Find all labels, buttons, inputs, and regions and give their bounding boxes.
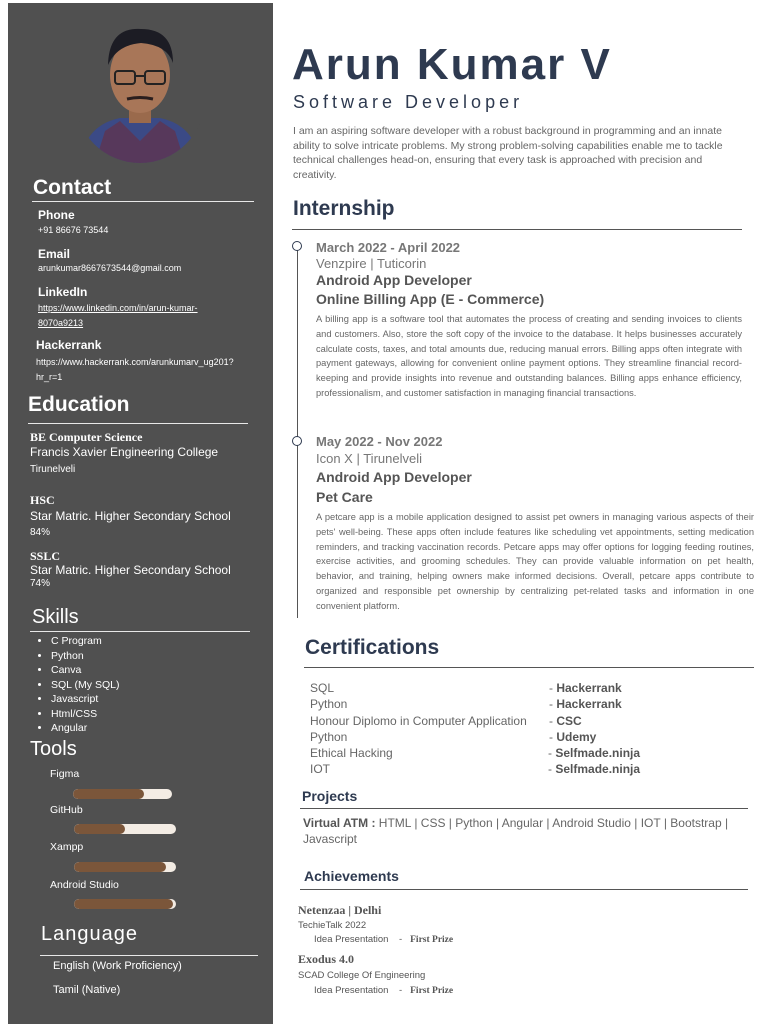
projects-divider — [300, 808, 748, 809]
list-item: • C Program — [51, 634, 119, 649]
tool-bar-figma — [73, 789, 172, 799]
tool-bar-fill — [73, 789, 144, 799]
cert-source-2: - Hackerrank — [549, 697, 622, 711]
edu-degree-2: HSC — [30, 493, 55, 507]
achievement-sub-1: TechieTalk 2022 — [298, 920, 367, 931]
achievements-title: Achievements — [304, 868, 399, 884]
edu-degree-3: SSLC — [30, 549, 61, 563]
projects-title: Projects — [302, 788, 358, 804]
contact-divider — [32, 201, 254, 202]
project-stack: HTML | CSS | Python | Angular | Android Studio | IOT | Bootstrap | Javascript — [303, 816, 729, 846]
edu-school-1: Francis Xavier Engineering College — [30, 445, 219, 459]
skills-list — [31, 634, 119, 736]
tool-bar-xampp — [74, 862, 176, 872]
tool-bar-android-studio — [74, 899, 176, 909]
summary-text: I am an aspiring software developer with a robust background in programming and an innate ability to solve intricate problems. My strong problem-solving capabilities enable me to tackle technical challenges head-on, ensuring that every task is approached with precision and creativity. — [293, 125, 723, 181]
achievement-title-2: Exodus 4.0 — [298, 952, 355, 966]
job-title: Software Developer — [293, 92, 524, 112]
tool-name-xampp: Xampp — [50, 841, 84, 853]
edu-school-3: Star Matric. Higher Secondary School — [30, 563, 231, 577]
job-role-1: Android App Developer — [316, 272, 472, 288]
phone-label: Phone — [38, 208, 75, 222]
timeline-dot — [292, 241, 302, 251]
edu-school-2: Star Matric. Higher Secondary School — [30, 509, 231, 523]
list-item: • Javascript — [51, 692, 119, 707]
job-role-2: Android App Developer — [316, 469, 472, 485]
edu-sub-1: Tirunelveli — [30, 464, 76, 475]
cert-name-2: Python — [310, 697, 348, 711]
cert-name-3: Honour Diplomo in Computer Application — [310, 714, 527, 728]
job-date-2: May 2022 - Nov 2022 — [316, 434, 443, 449]
list-item: • Canva — [51, 663, 119, 678]
internship-title: Internship — [293, 197, 395, 220]
list-item: • Angular — [51, 721, 119, 736]
edu-sub-3: 74% — [30, 578, 51, 589]
achievement-line-1: Idea Presentation - First Prize — [314, 934, 454, 945]
certifications-divider — [304, 667, 754, 668]
language-divider — [40, 955, 258, 956]
job-project-1: Online Billing App (E - Commerce) — [316, 291, 545, 307]
tool-name-figma: Figma — [50, 768, 80, 780]
timeline-line — [297, 246, 298, 618]
cert-name-1: SQL — [310, 681, 335, 695]
certifications-title: Certifications — [305, 636, 440, 659]
skills-title: Skills — [32, 606, 79, 628]
page-title: Arun Kumar V — [292, 40, 612, 89]
project-name: Virtual ATM : — [303, 816, 376, 830]
cert-source-4: - Udemy — [549, 730, 597, 744]
skills-divider — [30, 631, 250, 632]
tool-bar-fill — [74, 824, 125, 834]
linkedin-link[interactable] — [38, 301, 198, 331]
hackerrank-link-line2[interactable]: hr_r=1 — [36, 372, 63, 382]
language-english: English (Work Proficiency) — [53, 960, 182, 972]
email-value[interactable]: arunkumar8667673544@gmail.com — [38, 263, 182, 273]
cert-source-5: - Selfmade.ninja — [548, 746, 641, 760]
tool-name-android-studio: Android Studio — [50, 879, 119, 891]
tools-title: Tools — [30, 738, 77, 760]
achievements-divider — [300, 889, 748, 890]
phone-value: +91 86676 73544 — [38, 225, 109, 235]
job-project-2: Pet Care — [316, 489, 373, 505]
linkedin-link-line1[interactable]: https://www.linkedin.com/in/arun-kumar- — [38, 303, 198, 313]
language-tamil: Tamil (Native) — [53, 984, 121, 996]
achievement-sub-2: SCAD College Of Engineering — [298, 970, 426, 981]
education-title: Education — [28, 393, 130, 416]
tool-bar-fill — [74, 862, 166, 872]
cert-source-1: - Hackerrank — [549, 681, 622, 695]
project-virtual-atm — [303, 815, 743, 847]
job-desc-1: A billing app is a software tool that automates the process of creating and sending invoices to clients and customers. Also, store the soft copy of the invoice to the database. It helps businesses accurately calculate costs, taxes, and total amounts due, reducing manual errors. Billing apps often integrate with payment gateways, allowing for convenient online payment options. They streamline financial record-keeping and provide insights into revenue and outstanding balances. Billing apps enhance efficiency, professionalism, and customer satisfaction in managing financial transactions. — [316, 314, 742, 398]
sidebar — [8, 3, 273, 1024]
language-title: Language — [41, 923, 138, 945]
achievement-line-2: Idea Presentation - First Prize — [314, 985, 454, 996]
cert-source-6: - Selfmade.ninja — [548, 762, 641, 776]
hackerrank-link[interactable] — [36, 355, 234, 385]
job-date-1: March 2022 - April 2022 — [316, 240, 461, 255]
job-company-1: Venzpire | Tuticorin — [316, 256, 427, 271]
hackerrank-link-line1[interactable]: https://www.hackerrank.com/arunkumarv_ug201? — [36, 357, 234, 367]
contact-title: Contact — [33, 176, 112, 199]
edu-degree-1: BE Computer Science — [30, 430, 143, 444]
job-desc-2: A petcare app is a mobile application designed to assist pet owners in managing various aspects of their pets' well-being. These apps often include features like scheduling vet appointments, setting medication reminders, and tracking vaccination records. Petcare apps may offer options for logging feeding routines, exercise activities, and grooming schedules. They can provide valuable information on pet health, behavior, and training, helping owners make informed decisions. Overall, petcare apps contribute to organized and responsible pet ownership by centralizing pet-related tasks and information in one convenient platform. — [316, 512, 754, 611]
cert-source-3: - CSC — [549, 714, 582, 728]
tool-name-github: GitHub — [50, 804, 83, 816]
job-company-2: Icon X | Tirunelveli — [316, 451, 422, 466]
hackerrank-label: Hackerrank — [36, 338, 102, 352]
cert-name-4: Python — [310, 730, 348, 744]
list-item: • Python — [51, 649, 119, 664]
list-item: • Html/CSS — [51, 707, 119, 722]
edu-sub-2: 84% — [30, 527, 51, 538]
email-label: Email — [38, 247, 71, 261]
internship-divider — [292, 229, 742, 230]
tool-bar-github — [74, 824, 176, 834]
list-item: • SQL (My SQL) — [51, 678, 119, 693]
education-divider — [28, 423, 248, 424]
profile-photo — [75, 13, 205, 163]
linkedin-link-line2[interactable]: 8070a9213 — [38, 318, 84, 328]
timeline-dot — [292, 436, 302, 446]
linkedin-label: LinkedIn — [38, 285, 88, 299]
cert-name-6: IOT — [310, 762, 330, 776]
tool-bar-fill — [74, 899, 173, 909]
achievement-title-1: Netenzaa | Delhi — [298, 903, 382, 917]
cert-name-5: Ethical Hacking — [310, 746, 393, 760]
